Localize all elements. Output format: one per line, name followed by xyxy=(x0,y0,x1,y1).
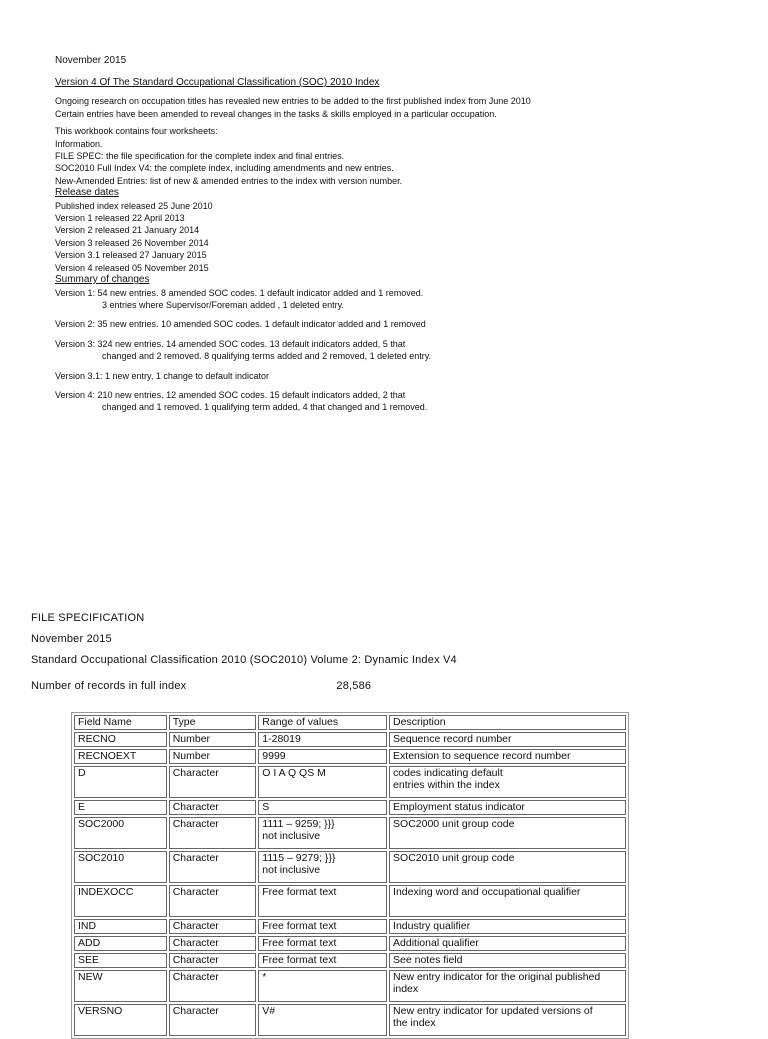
release-item: Version 1 released 22 April 2013 xyxy=(55,213,185,224)
summary-line: Version 3.1: 1 new entry, 1 change to default indicator xyxy=(55,370,269,381)
table-row xyxy=(74,936,626,951)
cell-range: Free format text xyxy=(258,919,387,934)
cell-range: 9999 xyxy=(258,749,387,764)
cell-range: 1-28019 xyxy=(258,732,387,747)
cell-type: Character xyxy=(169,851,257,883)
table-row xyxy=(74,970,626,1002)
cell-type: Character xyxy=(169,817,257,849)
summary-item xyxy=(55,318,745,330)
cell-field-name: SOC2000 xyxy=(74,817,167,849)
workbook-line: This workbook contains four worksheets: xyxy=(55,126,218,137)
release-dates-list xyxy=(55,200,745,274)
cell-description: codes indicating default entries within the index xyxy=(389,766,626,798)
table-row xyxy=(74,817,626,849)
table-row xyxy=(74,766,626,798)
cell-range: O I A Q QS M xyxy=(258,766,387,798)
cell-description: Industry qualifier xyxy=(389,919,626,934)
summary-line: Version 2: 35 new entries. 10 amended SOC codes. 1 default indicator added and 1 removed xyxy=(55,319,426,330)
intro-line: Ongoing research on occupation titles has revealed new entries to be added to the first published index from June 2010 xyxy=(55,96,531,107)
cell-field-name: IND xyxy=(74,919,167,934)
records-row xyxy=(31,676,751,697)
cell-description: SOC2010 unit group code xyxy=(389,851,626,883)
table-row xyxy=(74,800,626,815)
summary-line: Version 1: 54 new entries. 8 amended SOC codes. 1 default indicator added and 1 removed. xyxy=(55,287,424,298)
summary-list xyxy=(55,287,745,414)
file-spec-table xyxy=(71,712,629,1039)
summary-line-continued: 3 entries where Supervisor/Foreman added , 1 deleted entry. xyxy=(102,299,344,310)
summary-item xyxy=(55,370,745,382)
cell-description: New entry indicator for updated versions of the index xyxy=(389,1004,626,1036)
table-row xyxy=(74,953,626,968)
workbook-block xyxy=(55,125,745,187)
summary-item xyxy=(55,389,745,414)
header-description: Description xyxy=(389,715,626,730)
cell-description: Sequence record number xyxy=(389,732,626,747)
summary-item xyxy=(55,338,745,363)
header-range: Range of values xyxy=(258,715,387,730)
cell-type: Character xyxy=(169,1004,257,1036)
cell-field-name: RECNO xyxy=(74,732,167,747)
cell-type: Character xyxy=(169,919,257,934)
cell-field-name: INDEXOCC xyxy=(74,885,167,917)
info-title: Version 4 Of The Standard Occupational Classification (SOC) 2010 Index xyxy=(55,77,380,88)
table-row xyxy=(74,749,626,764)
cell-description: New entry indicator for the original published index xyxy=(389,970,626,1002)
cell-description: SOC2000 unit group code xyxy=(389,817,626,849)
table-row xyxy=(74,1004,626,1036)
cell-type: Character xyxy=(169,885,257,917)
cell-field-name: E xyxy=(74,800,167,815)
release-item: Version 2 released 21 January 2014 xyxy=(55,225,200,236)
cell-field-name: NEW xyxy=(74,970,167,1002)
records-count: 28,586 xyxy=(336,680,372,692)
release-item: Published index released 25 June 2010 xyxy=(55,200,213,211)
table-row xyxy=(74,919,626,934)
file-spec-date: November 2015 xyxy=(31,633,112,645)
header-type: Type xyxy=(169,715,257,730)
file-spec-title: Standard Occupational Classification 2010 (SOC2010) Volume 2: Dynamic Index V4 xyxy=(31,654,457,666)
cell-type: Character xyxy=(169,970,257,1002)
cell-type: Character xyxy=(169,800,257,815)
workbook-line: FILE SPEC: the file specification for the complete index and final entries. xyxy=(55,151,345,162)
cell-range: * xyxy=(258,970,387,1002)
cell-field-name: RECNOEXT xyxy=(74,749,167,764)
records-label: Number of records in full index xyxy=(31,680,187,692)
release-item: Version 4 released 05 November 2015 xyxy=(55,262,209,273)
information-section xyxy=(55,55,745,421)
summary-line: Version 3: 324 new entries. 14 amended SOC codes. 13 default indicators added, 5 that xyxy=(55,338,406,349)
table-row xyxy=(74,732,626,747)
file-spec-section xyxy=(31,608,751,697)
cell-type: Character xyxy=(169,936,257,951)
cell-field-name: SOC2010 xyxy=(74,851,167,883)
cell-type: Character xyxy=(169,766,257,798)
header-field-name: Field Name xyxy=(74,715,167,730)
table-row xyxy=(74,851,626,883)
cell-field-name: VERSNO xyxy=(74,1004,167,1036)
cell-description: Extension to sequence record number xyxy=(389,749,626,764)
cell-field-name: ADD xyxy=(74,936,167,951)
cell-range: V# xyxy=(258,1004,387,1036)
workbook-line: SOC2010 Full Index V4: the complete index, including amendments and new entries. xyxy=(55,163,394,174)
cell-range: Free format text xyxy=(258,936,387,951)
cell-field-name: SEE xyxy=(74,953,167,968)
release-item: Version 3 released 26 November 2014 xyxy=(55,237,209,248)
summary-item xyxy=(55,287,745,312)
cell-range: Free format text xyxy=(258,953,387,968)
cell-range: 1115 – 9279; }}} not inclusive xyxy=(258,851,387,883)
file-spec-heading: FILE SPECIFICATION xyxy=(31,612,145,624)
cell-range: 1111 – 9259; }}} not inclusive xyxy=(258,817,387,849)
intro-block xyxy=(55,95,745,120)
workbook-line: New-Amended Entries: list of new & amended entries to the index with version number. xyxy=(55,175,403,186)
cell-type: Character xyxy=(169,953,257,968)
cell-field-name: D xyxy=(74,766,167,798)
cell-description: Indexing word and occupational qualifier xyxy=(389,885,626,917)
summary-line-continued: changed and 1 removed. 1 qualifying term added, 4 that changed and 1 removed. xyxy=(102,402,428,413)
info-date: November 2015 xyxy=(55,55,127,66)
cell-description: Additional qualifier xyxy=(389,936,626,951)
cell-type: Number xyxy=(169,732,257,747)
cell-description: See notes field xyxy=(389,953,626,968)
workbook-line: Information. xyxy=(55,138,103,149)
cell-range: Free format text xyxy=(258,885,387,917)
summary-line: Version 4: 210 new entries. 12 amended SOC codes. 15 default indicators added, 2 that xyxy=(55,389,406,400)
intro-line: Certain entries have been amended to reveal changes in the tasks & skills employed in a particular occupation. xyxy=(55,108,497,119)
table-body xyxy=(74,732,626,1036)
cell-type: Number xyxy=(169,749,257,764)
release-item: Version 3.1 released 27 January 2015 xyxy=(55,250,207,261)
cell-range: S xyxy=(258,800,387,815)
table-row xyxy=(74,885,626,917)
summary-heading: Summary of changes xyxy=(55,274,150,286)
summary-line-continued: changed and 2 removed. 8 qualifying terms added and 2 removed, 1 deleted entry. xyxy=(102,351,432,362)
release-dates-heading: Release dates xyxy=(55,187,119,199)
cell-description: Employment status indicator xyxy=(389,800,626,815)
table-header-row xyxy=(74,715,626,730)
